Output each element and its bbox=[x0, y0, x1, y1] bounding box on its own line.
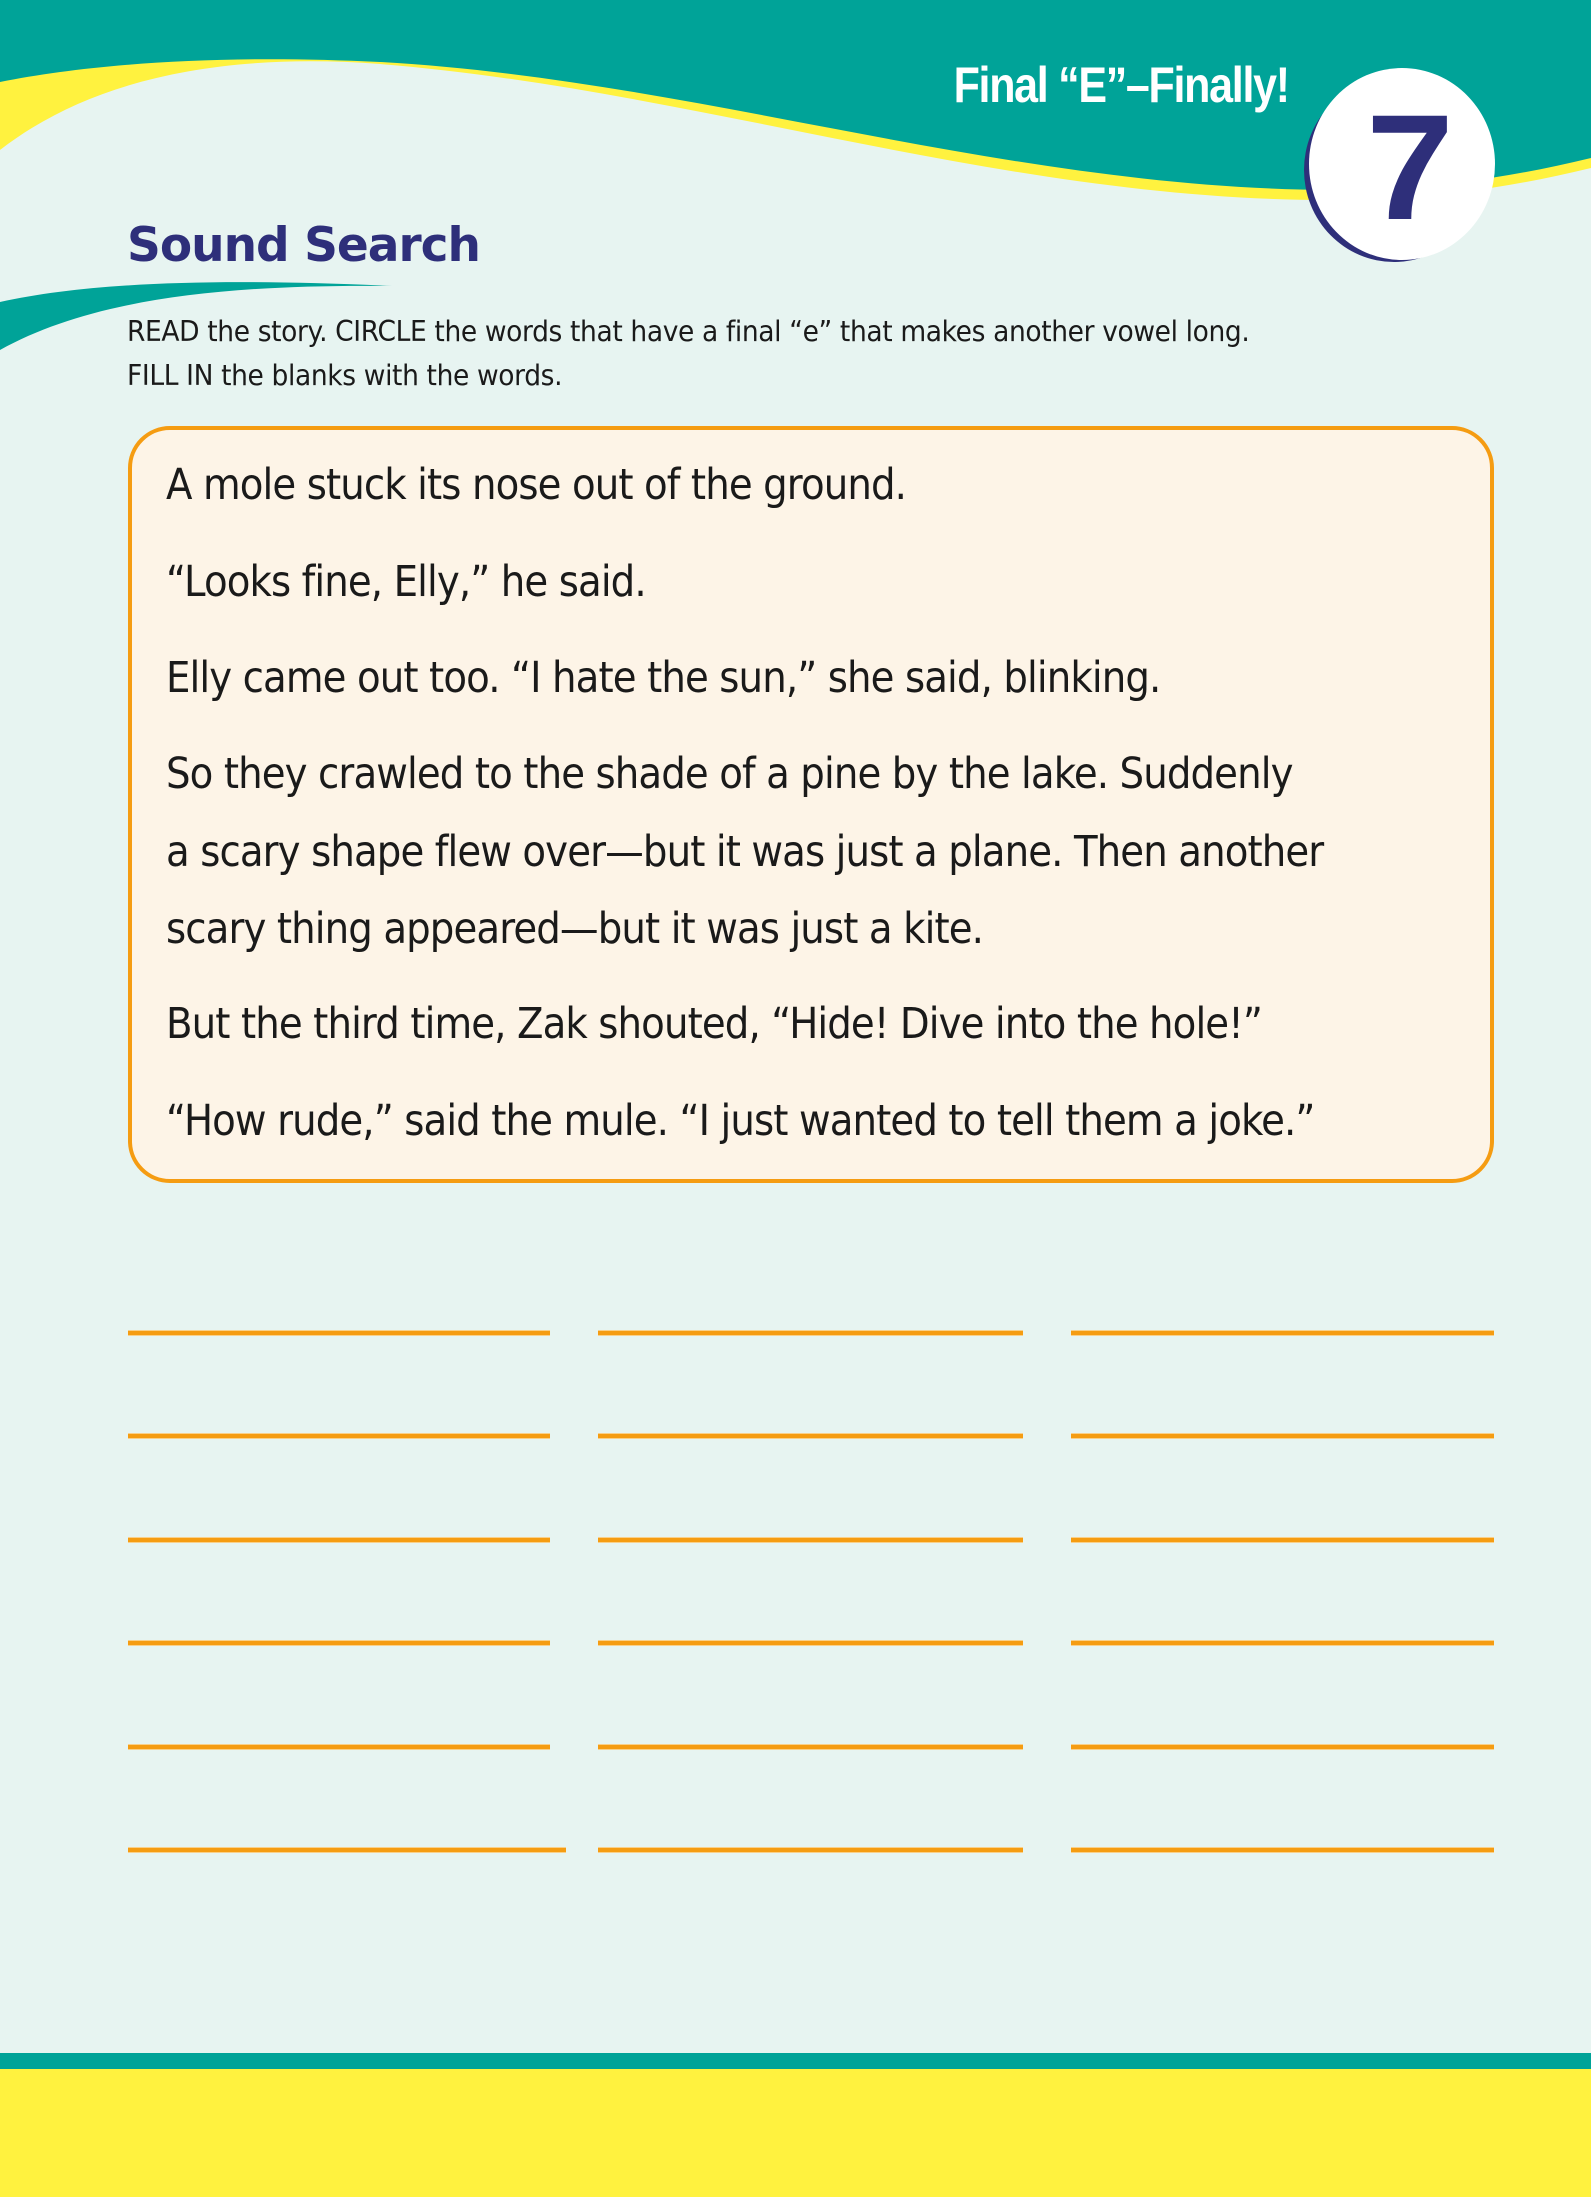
answer-blank[interactable] bbox=[598, 1538, 1023, 1542]
answer-blank[interactable] bbox=[1071, 1331, 1494, 1335]
answer-blank[interactable] bbox=[128, 1745, 550, 1749]
answer-blank[interactable] bbox=[128, 1538, 550, 1542]
answer-blank[interactable] bbox=[128, 1848, 566, 1852]
instructions bbox=[127, 310, 1527, 398]
answer-blank[interactable] bbox=[1071, 1641, 1494, 1645]
activity-number: 7 bbox=[1366, 83, 1454, 251]
story-line[interactable]: a scary shape flew over—but it was just a plane. Then another bbox=[166, 827, 1324, 877]
answer-blank[interactable] bbox=[1071, 1848, 1494, 1852]
answer-blank[interactable] bbox=[598, 1331, 1023, 1335]
section-title: Sound Search bbox=[127, 218, 481, 273]
story-line[interactable]: “Looks fine, Elly,” he said. bbox=[166, 557, 646, 607]
story-line[interactable]: But the third time, Zak shouted, “Hide! Dive into the hole!” bbox=[166, 999, 1262, 1049]
footer-yellow-band bbox=[0, 2069, 1591, 2197]
story-line[interactable]: scary thing appeared—but it was just a kite. bbox=[166, 904, 984, 954]
instruction-line: READ the story. CIRCLE the words that have a final “e” that makes another vowel long. bbox=[127, 315, 1250, 348]
story-line[interactable]: A mole stuck its nose out of the ground. bbox=[166, 460, 907, 510]
answer-blank[interactable] bbox=[128, 1434, 550, 1438]
story-box bbox=[128, 426, 1494, 1183]
answer-blank[interactable] bbox=[1071, 1538, 1494, 1542]
answer-blank[interactable] bbox=[598, 1745, 1023, 1749]
answer-blank[interactable] bbox=[1071, 1745, 1494, 1749]
story-line[interactable]: So they crawled to the shade of a pine by the lake. Suddenly bbox=[166, 749, 1293, 799]
page-title: Final “E”–Finally! bbox=[953, 57, 1289, 113]
story-line[interactable]: Elly came out too. “I hate the sun,” she said, blinking. bbox=[166, 653, 1161, 703]
answer-blank[interactable] bbox=[128, 1641, 550, 1645]
answer-blank[interactable] bbox=[598, 1434, 1023, 1438]
answer-blank[interactable] bbox=[128, 1331, 550, 1335]
story-line[interactable]: “How rude,” said the mule. “I just wanted to tell them a joke.” bbox=[166, 1096, 1315, 1146]
answer-blank[interactable] bbox=[1071, 1434, 1494, 1438]
instruction-line: FILL IN the blanks with the words. bbox=[127, 359, 563, 392]
answer-blank[interactable] bbox=[598, 1641, 1023, 1645]
footer-teal-band bbox=[0, 2053, 1591, 2069]
answer-blank[interactable] bbox=[598, 1848, 1023, 1852]
